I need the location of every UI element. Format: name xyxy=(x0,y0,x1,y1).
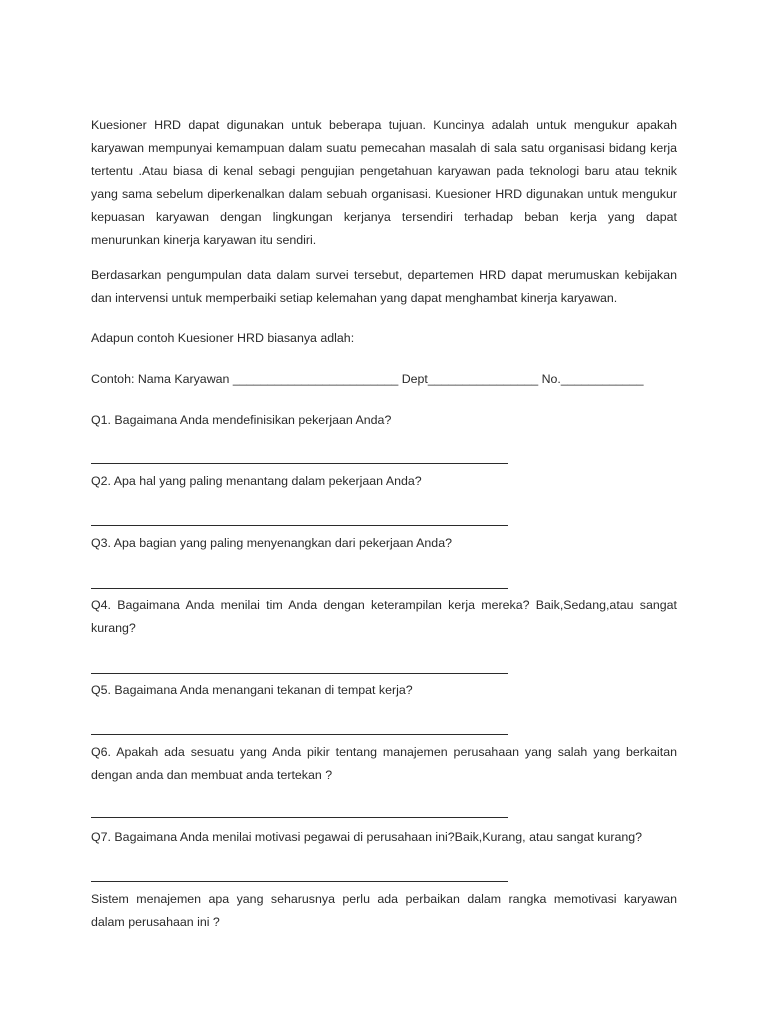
question-5: Q5. Bagaimana Anda menangani tekanan di tempat kerja? xyxy=(91,683,413,697)
intro-line-2: karyawan mempunyai kemampuan dalam suatu pemecahan masalah di sala satu organisasi bidang kerja xyxy=(91,141,677,155)
question-8-line-1: Sistem menajemen apa yang seharusnya perlu ada perbaikan dalam rangka memotivasi karyawan xyxy=(91,892,677,906)
employee-info-form-line: Contoh: Nama Karyawan ________________________ Dept________________ No.____________ xyxy=(91,372,644,386)
intro-line-5: kepuasan karyawan dengan lingkungan kerjanya tersendiri terhadap beban kerja yang dapat xyxy=(91,210,677,224)
question-6-line-1: Q6. Apakah ada sesuatu yang Anda pikir tentang manajemen perusahaan yang salah yang berkaitan xyxy=(91,745,677,759)
policy-line-1: Berdasarkan pengumpulan data dalam survei tersebut, departemen HRD dapat merumuskan kebijakan xyxy=(91,268,677,282)
intro-paragraph xyxy=(91,114,677,252)
hrd-policy-paragraph xyxy=(91,264,677,310)
question-1: Q1. Bagaimana Anda mendefinisikan pekerjaan Anda? xyxy=(91,413,392,427)
question-8-line-2: dalam perusahaan ini ? xyxy=(91,915,220,929)
question-6 xyxy=(91,741,677,787)
intro-line-6: menurunkan kinerja karyawan itu sendiri. xyxy=(91,233,317,247)
answer-line-7[interactable] xyxy=(91,881,508,882)
example-intro-text: Adapun contoh Kuesioner HRD biasanya adlah: xyxy=(91,331,355,345)
question-7: Q7. Bagaimana Anda menilai motivasi pegawai di perusahaan ini?Baik,Kurang, atau sangat kurang? xyxy=(91,830,643,844)
answer-line-6[interactable] xyxy=(91,817,508,818)
answer-line-5[interactable] xyxy=(91,734,508,735)
question-4-line-2: kurang? xyxy=(91,621,136,635)
question-6-line-2: dengan anda dan membuat anda tertekan ? xyxy=(91,768,333,782)
answer-line-1[interactable] xyxy=(91,463,508,464)
intro-line-3: tertentu .Atau biasa di kenal sebagi pengujian pengetahuan karyawan pada teknologi baru atau teknik xyxy=(91,164,677,178)
answer-line-3[interactable] xyxy=(91,588,508,589)
question-2: Q2. Apa hal yang paling menantang dalam pekerjaan Anda? xyxy=(91,474,422,488)
question-4 xyxy=(91,594,677,640)
answer-line-2[interactable] xyxy=(91,525,508,526)
question-3: Q3. Apa bagian yang paling menyenangkan dari pekerjaan Anda? xyxy=(91,536,452,550)
answer-line-4[interactable] xyxy=(91,673,508,674)
intro-line-4: yang sama sebelum diperkenalkan dalam sebuah organisasi. Kuesioner HRD digunakan untuk mengukur xyxy=(91,187,677,201)
intro-line-1: Kuesioner HRD dapat digunakan untuk beberapa tujuan. Kuncinya adalah untuk mengukur apakah xyxy=(91,118,677,132)
policy-line-2: dan intervensi untuk memperbaiki setiap kelemahan yang dapat menghambat kinerja karyawan. xyxy=(91,291,618,305)
question-8 xyxy=(91,888,677,934)
question-4-line-1: Q4. Bagaimana Anda menilai tim Anda dengan keterampilan kerja mereka? Baik,Sedang,atau sangat xyxy=(91,598,677,612)
